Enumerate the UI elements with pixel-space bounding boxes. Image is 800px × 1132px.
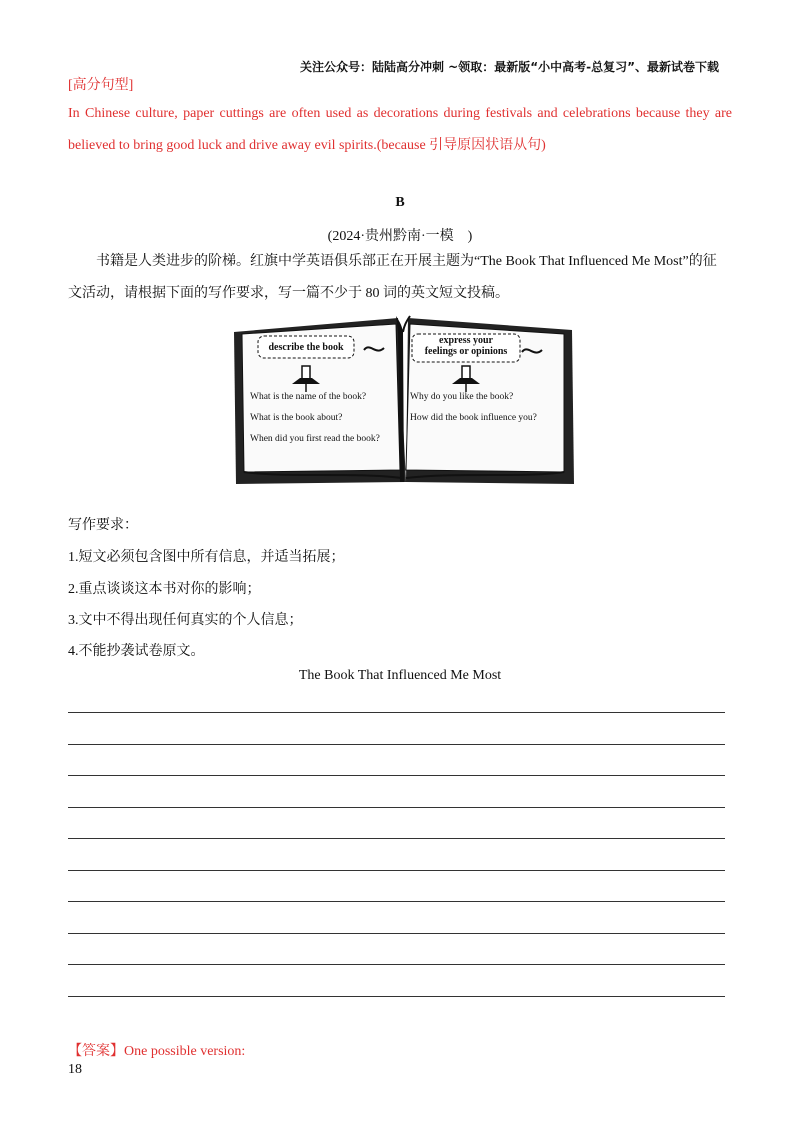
writing-line[interactable] xyxy=(68,807,725,808)
left-question-2: What is the book about? xyxy=(250,413,343,423)
requirements-heading: 写作要求： xyxy=(68,518,138,533)
right-question-1: Why do you like the book? xyxy=(410,392,514,402)
writing-prompt-line-1: 书籍是人类进步的阶梯。红旗中学英语俱乐部正在开展主题为“The Book That Influenced Me Most”的征 xyxy=(96,254,717,269)
requirement-item: 2.重点谈谈这本书对你的影响； xyxy=(68,582,261,597)
right-question-2: How did the book influence you? xyxy=(410,413,537,423)
writing-line[interactable] xyxy=(68,964,725,965)
section-label: B xyxy=(395,195,405,210)
left-question-1: What is the name of the book? xyxy=(250,392,367,402)
essay-title: The Book That Influenced Me Most xyxy=(298,668,502,683)
writing-line[interactable] xyxy=(68,838,725,839)
writing-line[interactable] xyxy=(68,996,725,997)
describe-book-label: describe the book xyxy=(268,342,344,353)
page-number: 18 xyxy=(68,1062,82,1077)
left-question-3: When did you first read the book? xyxy=(250,434,380,444)
express-feelings-label-line-1: express your xyxy=(439,335,493,346)
page-header: 关注公众号：陆陆高分冲刺 ~领取：最新版“小中高考-总复习”、最新试卷下载 xyxy=(300,60,719,74)
express-feelings-label-line-2: feelings or opinions xyxy=(424,346,508,357)
question-source: (2024·贵州黔南·一模 ) xyxy=(327,229,473,244)
open-book-drawing xyxy=(226,312,580,497)
writing-line[interactable] xyxy=(68,775,725,776)
writing-line[interactable] xyxy=(68,744,725,745)
answer-label: 【答案】One possible version: xyxy=(68,1044,246,1059)
high-score-sentence-tag: [高分句型] xyxy=(68,78,134,93)
open-book-illustration xyxy=(226,312,580,497)
requirement-item: 4.不能抄袭试卷原文。 xyxy=(68,644,205,659)
requirement-item: 1.短文必须包含图中所有信息，并适当拓展； xyxy=(68,550,345,565)
writing-line[interactable] xyxy=(68,933,725,934)
example-sentence-line-2: believed to bring good luck and drive away evil spirits.(because 引导原因状语从句) xyxy=(68,138,546,153)
example-sentence-line-1: In Chinese culture, paper cuttings are often used as decorations during festivals and celebrations because they are xyxy=(68,106,732,121)
writing-line[interactable] xyxy=(68,870,725,871)
requirement-item: 3.文中不得出现任何真实的个人信息； xyxy=(68,613,303,628)
writing-line[interactable] xyxy=(68,901,725,902)
writing-line[interactable] xyxy=(68,712,725,713)
writing-prompt-line-2: 文活动，请根据下面的写作要求，写一篇不少于 80 词的英文短文投稿。 xyxy=(68,286,509,301)
writing-prompt xyxy=(68,246,732,310)
